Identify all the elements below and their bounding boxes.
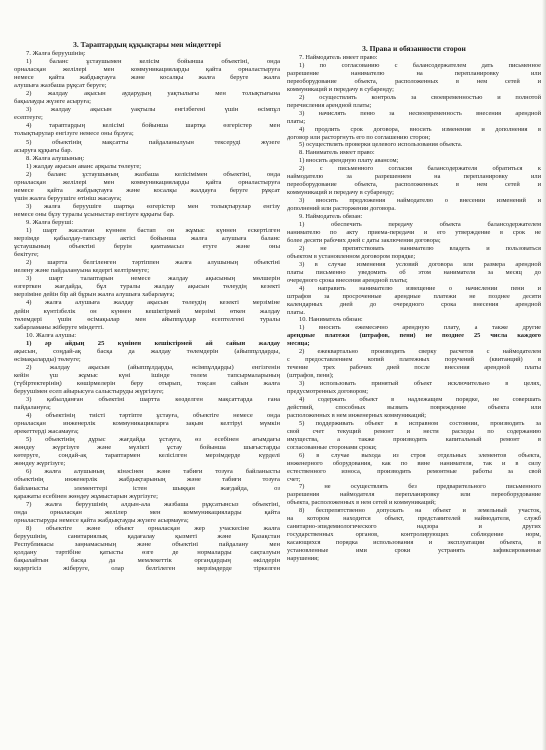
text-line: 4) направить нанимателю извещение о начислении пени и [299, 284, 541, 292]
text-line: более десяти рабочих дней с даты заключения договора; [287, 236, 441, 244]
text-line: әрекеттерді жасамауға; [14, 428, 79, 436]
kazakh-section-heading: 3. Тараптардың құқықтары мен міндеттері [73, 40, 221, 49]
text-line: немесе қайта жабдықтауға және косалқы жалдауға беруге рұқсат [14, 186, 280, 194]
text-line: мерзіміне дейін бір ай бұрын жалға алушыға хабарлауға; [14, 291, 175, 299]
text-line: 4) продлить срок договора, вносить изменения и дополнения в [299, 125, 541, 133]
text-line: 5) осуществлять проверки целевого использования объекта. [299, 141, 463, 149]
text-line: расположенных в нем инженерных коммуникаций; [287, 411, 427, 419]
text-line: 7) не осуществлять без предварительного письменного [299, 483, 541, 491]
text-line: касающихся порядка использования и эксплуатации объекта, в [287, 539, 541, 547]
text-line: орналастыруды немесе қайта жабдықтауды жүзеге асырмауға; [14, 516, 189, 524]
text-line: 6) жалға алушының кінәсінен және табиғи тозуға байланысты [26, 468, 280, 476]
text-line: 2) ежеквартально производить сверку расчетов с наймодателем [299, 348, 541, 356]
text-line: штрафов за просроченные арендные платежи не позднее десяти [287, 292, 541, 300]
text-line: дейін күнтізбелік он күннен кешіктірмей мерзімі өткен жалдау [14, 307, 280, 315]
text-line: 1) вносить ежемесячно арендную плату, а также другие [299, 324, 541, 332]
text-line: нанимателю по акту приема-передачи и его утверждение в срок не [287, 228, 541, 236]
text-line: 3) использовать принятый объект исключительно в целях, [299, 380, 541, 388]
text-line: орналасқан желілері мен коммуникацияларды қайта орналастыруға [14, 178, 280, 186]
text-line: өзгерткен жағдайда, бұл туралы жалдау ақысын төлеудің кезекті [14, 283, 280, 291]
text-line: объектінің инженерлік жабдықтарының және табиғи тозуға [14, 476, 280, 484]
text-line: 7. Наймодатель имеет право: [299, 54, 378, 61]
text-line: бекітуге; [14, 251, 39, 259]
text-line: бақылайтын басқа да мемлекеттік органдардың өкілдерін [14, 556, 280, 564]
text-line: 8. Жалға алушының: [26, 154, 85, 162]
text-line: согласованные сторонами сроки; [287, 443, 377, 451]
text-line: 4) тараптардың келісімі бойынша шартқа өзгерістер мен [26, 122, 280, 130]
text-line: свой счет текущий ремонт и нести расходы по содержанию [287, 427, 541, 435]
text-line: 3) қабылданған объектіні шартта көзделген мақсаттарда ғана [26, 396, 280, 404]
text-line: на котором находится объект, представителей наймодателя, служб [287, 515, 541, 523]
text-line: разрешения наймодателя перепланировку или переоборудование [287, 491, 541, 499]
text-line: 3) вносить предложения наймодателю о внесении изменений и [299, 197, 541, 205]
text-line: 4) объектінің тиісті тәртіпте ұстауға, объектіге немесе онда [26, 412, 280, 420]
text-line: пайдалануға; [14, 404, 51, 412]
text-line: государственных органов, контролирующих соблюдение норм, [287, 531, 541, 539]
text-line: 10. Наниматель обязан: [299, 316, 363, 324]
text-line: көтеруге, сондай-ақ тараптармен келісілген мерзімдерде күрделі [14, 452, 280, 460]
text-line: байланысты элементтері істен шыққан жағдайда, оз [14, 484, 280, 492]
text-line: установленные ими сроки устранять зафиксированные [287, 547, 541, 555]
kazakh-column [14, 0, 280, 750]
text-line: 3) шарт талаптарын немесе жалдау ақысының мөлшерін [26, 275, 280, 283]
text-line: дополнений или расторжении договора. [287, 205, 396, 213]
text-line: переоборудование объекта, расположенных в нем сетей и [287, 77, 541, 85]
text-line: 9. Жалға беруші: [26, 218, 74, 226]
text-line: беруушімен есеп айырысуға салыстыруды жүргізуге; [14, 387, 164, 395]
text-line: санитарно-эпидемиологического надзора и других [287, 523, 541, 531]
russian-text-body [287, 54, 541, 563]
text-line: очередного срока внесения арендной платы; [287, 276, 408, 284]
text-line: 8. Наниматель имеет право: [299, 149, 375, 157]
text-line: 6) в случае выхода из строя отдельных элементов объекта, [299, 451, 541, 459]
text-line: 3) жалға беруушіге шартқа өзгерістер мен толықтырулар енгізу [26, 202, 280, 210]
text-line: жөндеу жүргізуге; [14, 460, 66, 468]
text-line: 1) жалдау ақысын аванс арқылы төлеуге; [26, 162, 142, 170]
text-line: 8) объектіге және объект орналасқан жер учаскесіне жалға [26, 524, 280, 532]
text-line: немесе қайта жабдықтауға және косалқы жалға беруге жалға [14, 74, 280, 82]
text-line: 7) жалға беруушінің алдын-ала жазбаша рұқсатынсыз объектіні, [26, 500, 280, 508]
text-line: қолдану тәртібіне қатысты өзге де нормаларды сақталуын [14, 548, 280, 556]
text-line: 2) не препятствовать нанимателю владеть и пользоваться [299, 244, 541, 252]
text-line: онда орналасқан желілер мен коммуникацияларды қайта [14, 508, 280, 516]
text-line: инженерного оборудования, как по вине нанимателя, так и в силу [287, 459, 541, 467]
text-line: бақылауды жүзеге асыруға; [14, 98, 91, 106]
kazakh-text-body [14, 50, 280, 573]
text-line: арендные платежи (штрафов, пени) не позднее 25 числа каждого [287, 332, 541, 340]
text-line: төлемдері үшін өсімақылар мен айыппұлдар есептелгені туралы [14, 315, 280, 323]
text-line: 2) осуществлять контроль за своевременностью и полнотой [299, 93, 541, 101]
text-line: течение трех рабочих дней после внесения арендной платы [287, 364, 541, 372]
text-line: есептеуге; [14, 114, 43, 122]
scan-shadow-edge [542, 0, 546, 750]
text-line: объектом в установленном договором порядке; [287, 252, 416, 260]
text-line: немесе оны бұзу туралы ұсыныстар енгізуге құқығы бар. [14, 210, 175, 218]
text-line: естественного износа, производить ремонтные работы за свой [287, 467, 541, 475]
text-line: жөндеу жүргізуге және мүлікті ұстау бойынша шығыстарды [14, 444, 280, 452]
text-line: платы письменно уведомить об этом нанимателя за месяц до [287, 268, 541, 276]
text-line: үшін жалға беруушіге өтініш жасауға; [14, 194, 122, 202]
text-line: 1) әр айдың 25 күнінен кешіктірмей ай сайын жалдау [26, 339, 280, 347]
text-line: алушыға жазбаша рұқсат беруге; [14, 82, 107, 90]
text-line: (штрафов, пени); [287, 372, 334, 380]
text-line: платы. [287, 308, 305, 316]
text-line: ұстаушының объектіні беруін қамтамасыз етуге және оны [14, 243, 280, 251]
text-line: мерзімде қабылдау-тапсыру актісі бойынша жалға алушыға баланс [14, 235, 280, 243]
text-line: Республикасы заңнамасының және объектіні пайдалану мен [14, 540, 280, 548]
text-line: 2) жалдау ақысын (айыппұлдарды, өсімпұлдарды) енгізгенін [26, 363, 280, 371]
text-line: переоборудование объекта, расположенных в нем сетей и [287, 181, 541, 189]
text-line: платы; [287, 117, 306, 125]
text-line: 5) поддерживать объект в исправном состоянии, производить за [299, 419, 541, 427]
text-line: 1) по согласованию с балансодержателем дать письменное [299, 61, 541, 69]
text-line: коммуникаций и передачу в субаренду; [287, 85, 394, 93]
text-line: (түбіртектерінің) көшірмелерін беру отырып, тоқсан сайын жалға [14, 379, 280, 387]
text-line: с предоставлением копий платежных поручений (квитанций) в [287, 356, 541, 364]
text-line: 1) баланс ұстаушымен келісім бойынша объектіні, онда [26, 58, 280, 66]
text-line: асыруға құқығы бар. [14, 146, 73, 154]
text-line: 9. Наймодатель обязан: [299, 213, 363, 221]
text-line: 1) вносить арендную плату авансом; [299, 157, 399, 165]
text-line: объекта, расположенных в нем сетей и коммуникаций; [287, 499, 436, 507]
text-line: разрешение нанимателю на перепланировку или [287, 69, 541, 77]
text-line: 2) жалдау ақысын аударудың уақтылығы мен толықтығына [26, 90, 280, 98]
text-line: 1) обеспечить передачу объекта балансодержателем [299, 221, 541, 229]
text-line: қаражаты есебінен жөндеу жұмыстарын жүргізуге; [14, 492, 158, 500]
text-line: 3) в случае изменения условий договора или размера арендной [299, 260, 541, 268]
text-line: предусмотренных договором; [287, 388, 368, 396]
text-line: 7. Жалға беруушінің: [26, 50, 86, 57]
text-line: орналасқан инженерлік коммуникацияларға зақым келтіруі мүмкін [14, 420, 280, 428]
text-line: 3) жалдау ақысын уақтылы енгізбегені үшін өсімпұл [26, 106, 280, 114]
text-line: беруушінің, санитариялық қадағалау қызметі және Қазақстан [14, 532, 280, 540]
text-line: ақысын, соңдай-ақ басқа да жалдау төлемдерін (айыппұлдарды, [14, 347, 280, 355]
text-line: перечисления арендной платы; [287, 101, 372, 109]
text-line: договор или расторгнуть его по соглашению сторон; [287, 133, 431, 141]
russian-column [287, 0, 541, 750]
text-line: иелену және пайдалануына кедергі келтірмеуге; [14, 267, 150, 275]
text-line: 2) баланс ұстаушының жазбаша келісімімен объектіні, онда [26, 170, 280, 178]
text-line: 5) объектінің дұрыс жағдайда ұстауға, өз есебінен ағымдағы [26, 436, 280, 444]
text-line: 4) жалға алушыға жалдау ақысын төлеудің кезекті мерзіміне [26, 299, 280, 307]
text-line: 2) шартта белгіленген тәртіппен жалға алушының объектіні [26, 259, 280, 267]
text-line: орналасқан желілері мен коммуникацияларды қайта орналастыруға [14, 66, 280, 74]
text-line: действий, способных вызвать повреждение объекта или [287, 403, 541, 411]
text-line: өсімақыларды) төлеуге; [14, 355, 81, 363]
text-line: 4) содержать объект в надлежащем порядке, не совершать [299, 395, 541, 403]
text-line: толықтырулар енгізуге немесе оны бұзуға; [14, 130, 134, 138]
text-line: коммуникаций и передачу в субаренду; [287, 189, 394, 197]
text-line: нарушения; [287, 555, 319, 563]
text-line: наймодателю за разрешением на перепланировку или [287, 173, 541, 181]
russian-section-heading: 3. Права и обязанности сторон [362, 44, 466, 53]
text-line: календарных дней до очередного срока внесения арендной [287, 300, 541, 308]
text-line: 3) начислять пеню за несвоевременность внесения арендной [299, 109, 541, 117]
text-line: 10. Жалға алушы: [26, 331, 77, 339]
text-line: 5) объектінің мақсатты пайдаланылуын тексеруді жүзеге [26, 138, 280, 146]
text-line: имущества, а также производить капитальный ремонт в [287, 435, 541, 443]
text-line: счет; [287, 475, 301, 483]
text-line: месяца; [287, 340, 310, 348]
text-line: 8) беспрепятственно допускать на объект и земельный участок, [299, 507, 541, 515]
text-line: хабарламаны жіберуге міндетті. [14, 323, 104, 331]
text-line: кедергісіз жіберуге, олар белгілеген мерзімдерде тіркелген [14, 565, 280, 572]
text-line: 2) с письменного согласия балансодержателя обратиться к [299, 165, 541, 173]
text-line: кейін үш жұмыс күні ішінде төлем тапсырмаларының [14, 371, 280, 379]
text-line: 1) шарт жасалған күннен бастап он жұмыс күннен ескертілген [26, 227, 280, 235]
